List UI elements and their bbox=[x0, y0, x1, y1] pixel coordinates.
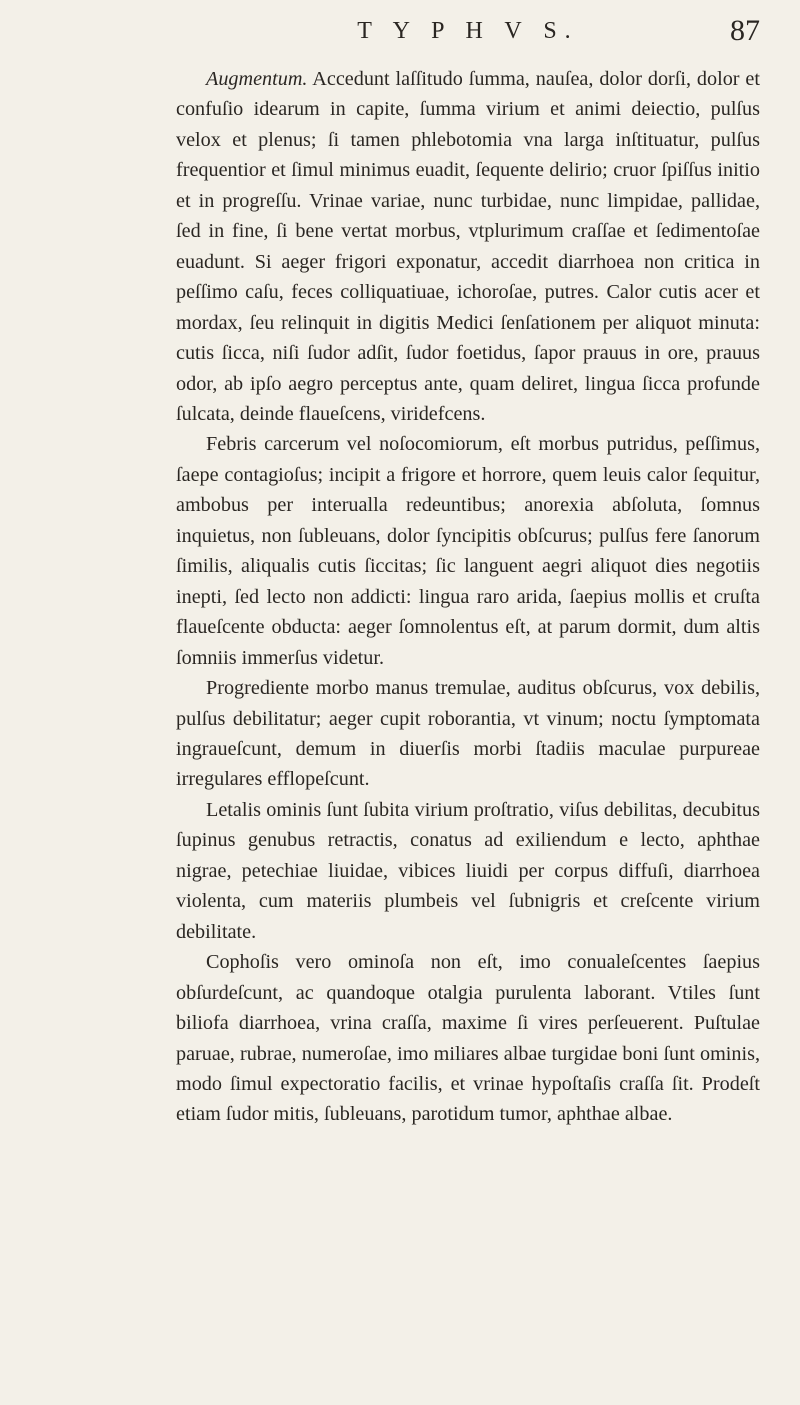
running-header bbox=[176, 14, 760, 58]
paragraph-text: Letalis ominis ſunt ſubita virium proſtratio, viſus debilitas, decubitus ſupinus genubus retractis, conatus ad exiliendum e lecto, aphthae nigrae, petechiae liuidae, vibices liuidi per corpus diffuſi, diarrhoea violenta, cum materiis plumbeis vel ſubnigris et creſcente virium debilitate. bbox=[176, 798, 760, 943]
paragraph-text: Cophoſis vero ominoſa non eſt, imo conualeſcentes ſaepius obſurdeſcunt, ac quandoque otalgia purulenta laborant. Vtiles ſunt biliofa diarrhoea, vrina craſſa, maxime ſi vires perſeuerent. Puſtulae paruae, rubrae, numeroſae, imo miliares albae turgidae boni ſunt ominis, modo ſimul expectoratio facilis, et vrinae hypoſtaſis craſſa ſit. Prodeſt etiam ſudor mitis, ſubleuans, parotidum tumor, aphthae albae. bbox=[176, 951, 760, 1126]
page-number: 87 bbox=[730, 14, 760, 47]
running-title: T Y P H V S. bbox=[357, 18, 579, 44]
paragraph-cophosis bbox=[176, 947, 760, 1130]
paragraph-letalis-ominis bbox=[176, 795, 760, 947]
paragraph-lead: Augmentum. bbox=[206, 68, 308, 90]
paragraph-febris-carcerum bbox=[176, 429, 760, 673]
paragraph-text: Accedunt laſſitudo ſumma, nauſea, dolor dorſi, dolor et confuſio idearum in capite, ſumma virium et animi deiectio, pulſus velox et plenus; ſi tamen phlebotomia vna larga inſtituatur, pulſus frequentior et ſimul minimus euadit, ſequente delirio; cruor ſpiſſus initio et in progreſſu. Vrinae variae, nunc turbidae, nunc limpidae, pallidae, ſed in fine, ſi bene vertat morbus, vtplurimum craſſae et ſedimentoſae euadunt. Si aeger frigori exponatur, accedit diarrhoea non critica in peſſimo caſu, feces colliquatiuae, ichoroſae, putres. Calor cutis acer et mordax, ſeu relinquit in digitis Medici ſenſationem per aliquot minuta: cutis ſicca, niſi ſudor adſit, ſudor foetidus, ſapor prauus in ore, prauus odor, ab ipſo aegro perceptus ante, quam deliret, lingua ſicca profunde ſulcata, deinde flaueſcens, viridefcens. bbox=[176, 68, 760, 425]
paragraph-text: Febris carcerum vel noſocomiorum, eſt morbus putridus, peſſimus, ſaepe contagioſus; incipit a frigore et horrore, quem leuis calor ſequitur, ambobus per interualla redeuntibus; anorexia abſoluta, ſomnus inquietus, non ſubleuans, dolor ſyncipitis obſcurus; pulſus fere ſanorum ſimilis, aliqualis cutis ſiccitas; ſic languent aegri aliquot dies negotiis inepti, ſed lecto non addicti: lingua raro arida, ſaepius mollis et cruſta flaueſcente obducta: aeger ſomnolentus eſt, at parum dormit, dum altis ſomniis immerſus videtur. bbox=[176, 433, 760, 669]
body-text bbox=[176, 64, 760, 1130]
paragraph-text: Progrediente morbo manus tremulae, auditus obſcurus, vox debilis, pulſus debilitatur; aeger cupit roborantia, vt vinum; noctu ſymptomata ingraueſcunt, demum in diuerſis morbi ſtadiis maculae purpureae irregulares efflореſcunt. bbox=[176, 677, 760, 791]
paragraph-progrediente bbox=[176, 673, 760, 795]
paragraph-augmentum bbox=[176, 64, 760, 429]
